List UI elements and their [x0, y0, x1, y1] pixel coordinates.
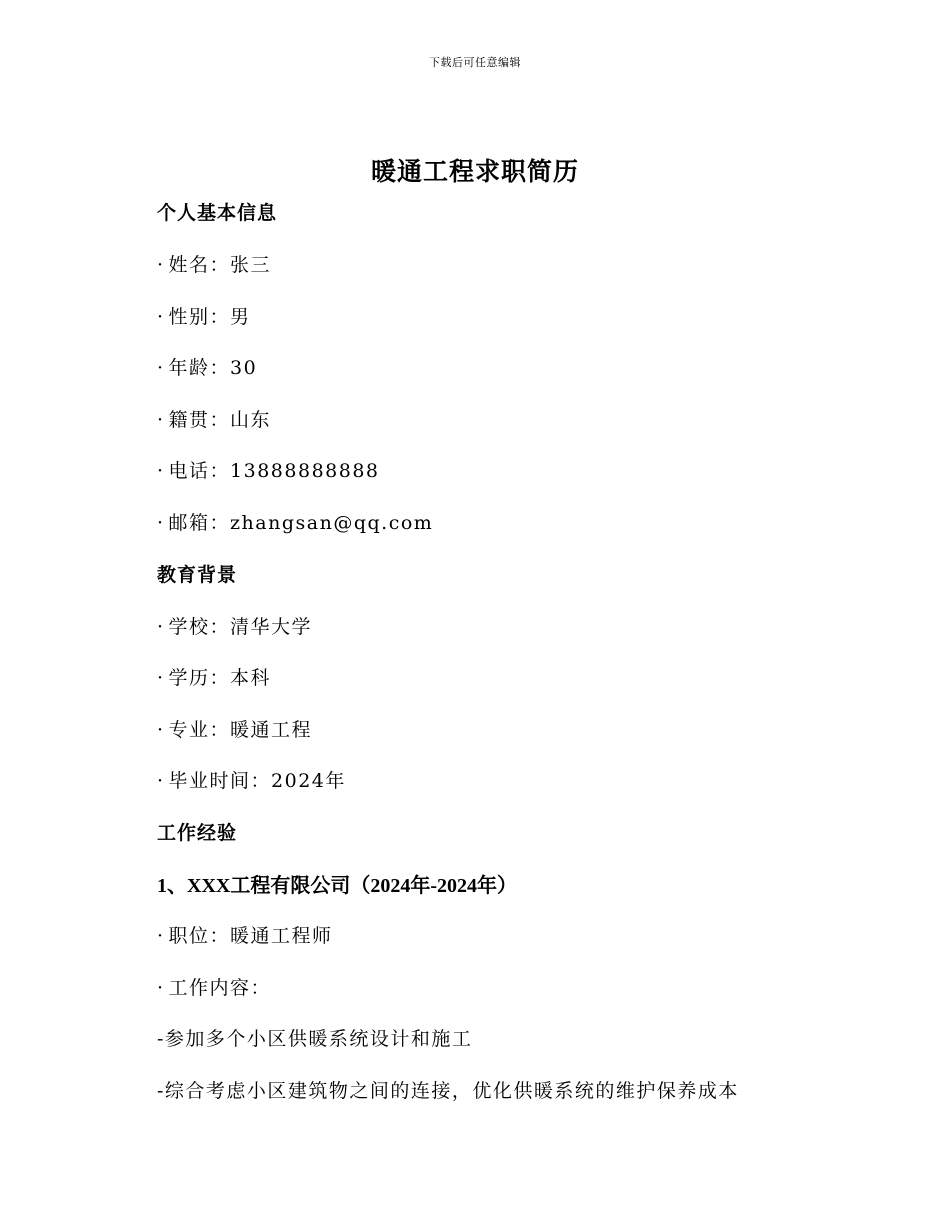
bullet-icon: · [157, 409, 165, 431]
bullet-icon: · [157, 512, 165, 534]
work-position: 职位：暖通工程师 [168, 925, 333, 947]
list-item [157, 353, 257, 380]
work-detail-1: -参加多个小区供暖系统设计和施工 [157, 1028, 473, 1050]
list-item [157, 921, 333, 948]
bullet-icon: · [157, 254, 165, 276]
list-item [157, 456, 380, 483]
personal-phone: 电话：13888888888 [168, 460, 380, 482]
personal-gender: 性别：男 [168, 306, 251, 328]
education-school: 学校：清华大学 [168, 616, 313, 638]
document-title: 暖通工程求职简历 [370, 157, 579, 186]
page-header-note: 下载后可任意编辑 [429, 56, 521, 69]
bullet-icon: · [157, 925, 165, 947]
personal-hometown: 籍贯：山东 [168, 409, 272, 431]
list-item [157, 973, 271, 1000]
personal-name: 姓名：张三 [168, 254, 272, 276]
section-heading-education: 教育背景 [157, 564, 238, 586]
education-graduation: 毕业时间：2024年 [168, 770, 346, 792]
bullet-icon: · [157, 719, 165, 741]
bullet-icon: · [157, 667, 165, 689]
list-item [157, 715, 312, 742]
bullet-icon: · [157, 770, 165, 792]
bullet-icon: · [157, 460, 165, 482]
work-company-title: 1、XXX工程有限公司（2024年-2024年） [157, 875, 517, 897]
personal-email: 邮箱：zhangsan@qq.com [168, 512, 434, 534]
section-heading-work: 工作经验 [157, 822, 238, 844]
section-heading-personal: 个人基本信息 [157, 202, 278, 224]
education-degree: 学历：本科 [168, 667, 272, 689]
work-detail-2: -综合考虑小区建筑物之间的连接，优化供暖系统的维护保养成本 [157, 1080, 739, 1102]
bullet-icon: · [157, 357, 165, 379]
list-item [157, 612, 312, 639]
list-item [157, 405, 271, 432]
list-item [157, 766, 346, 793]
list-item [157, 250, 271, 277]
list-item [157, 508, 433, 535]
list-item [157, 663, 271, 690]
education-major: 专业：暖通工程 [168, 719, 313, 741]
list-item [157, 302, 251, 329]
personal-age: 年龄：30 [168, 357, 258, 379]
bullet-icon: · [157, 306, 165, 328]
bullet-icon: · [157, 977, 165, 999]
bullet-icon: · [157, 616, 165, 638]
work-content-label: 工作内容： [168, 977, 272, 999]
